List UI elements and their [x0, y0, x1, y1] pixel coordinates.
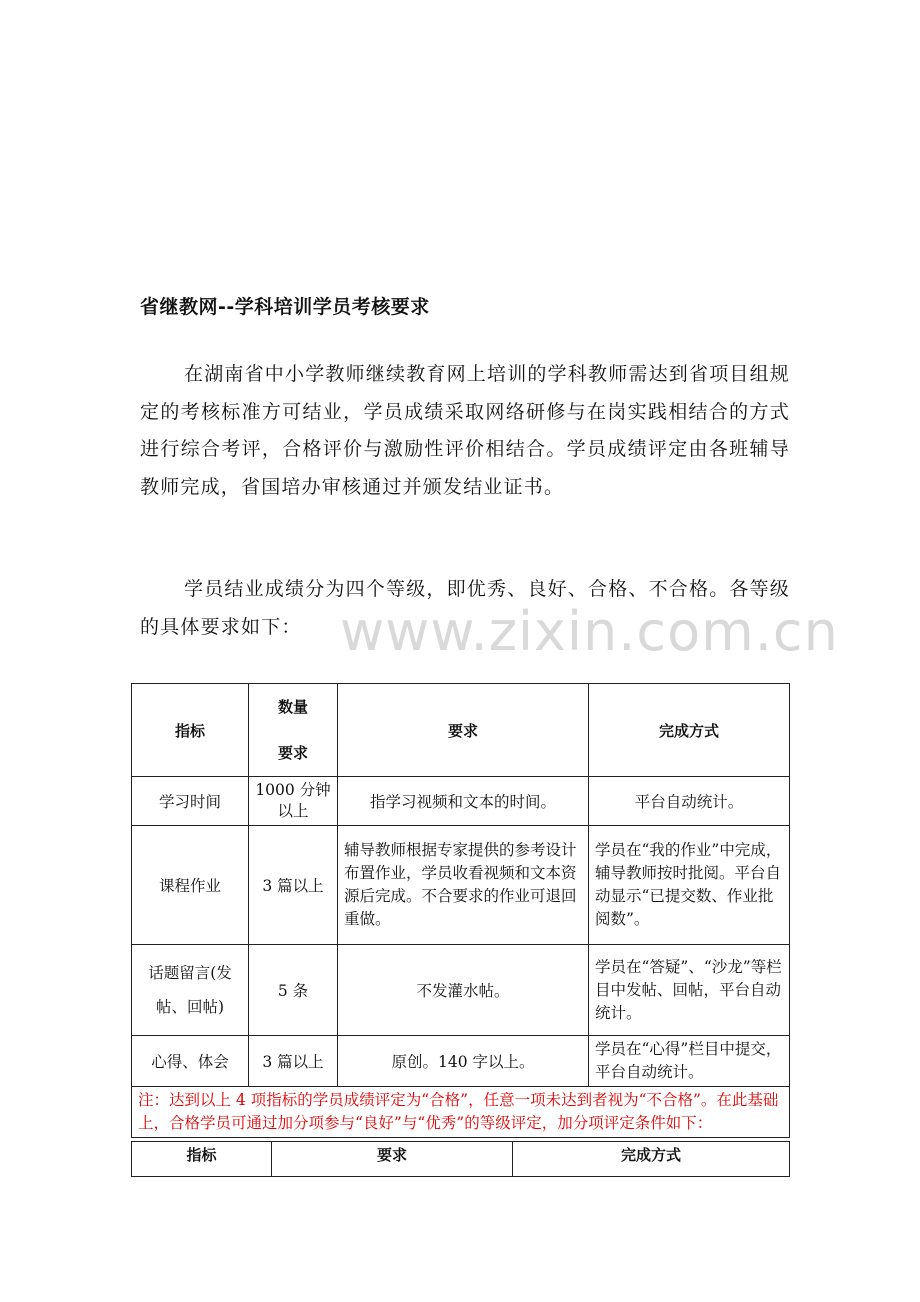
cell-requirement: 不发灌水帖。: [338, 945, 589, 1036]
header-quantity: [249, 684, 338, 777]
cell-indicator: 话题留言(发帖、回帖): [132, 945, 249, 1036]
note-row: [132, 1087, 790, 1138]
table-row: [132, 826, 790, 945]
cell-requirement: 辅导教师根据专家提供的参考设计布置作业，学员收看视频和文本资源后完成。不合要求的作业可退回重做。: [338, 826, 589, 945]
header-method: 完成方式: [513, 1142, 790, 1177]
table-row: [132, 777, 790, 826]
cell-method: 学员在“答疑”、“沙龙”等栏目中发帖、回帖，平台自动统计。: [589, 945, 790, 1036]
cell-quantity: 5 条: [249, 945, 338, 1036]
cell-quantity: 3 篇以上: [249, 1036, 338, 1087]
cell-indicator: 课程作业: [132, 826, 249, 945]
header-method: 完成方式: [589, 684, 790, 777]
cell-method: 学员在“我的作业”中完成，辅导教师按时批阅。平台自动显示“已提交数、作业批阅数”。: [589, 826, 790, 945]
header-quantity-line2: 要求: [277, 744, 308, 762]
header-indicator: 指标: [132, 1142, 272, 1177]
watermark: www.zixin.com.cn: [340, 600, 839, 663]
header-indicator: 指标: [132, 684, 249, 777]
document-title: 省继教网--学科培训学员考核要求: [140, 296, 430, 318]
header-quantity-line1: 数量: [277, 698, 308, 716]
cell-indicator: 心得、体会: [132, 1036, 249, 1087]
table-header-row: [132, 684, 790, 777]
intro-paragraph: 在湖南省中小学教师继续教育网上培训的学科教师需达到省项目组规定的考核标准方可结业，学员成绩采取网络研修与在岗实践相结合的方式进行综合考评，合格评价与激励性评价相结合。学员成绩评定由各班辅导教师完成，省国培办审核通过并颁发结业证书。: [140, 363, 791, 498]
grade-levels-paragraph: 学员结业成绩分为四个等级，即优秀、良好、合格、不合格。各等级的具体要求如下：: [140, 578, 791, 638]
table-row: [132, 945, 790, 1036]
cell-method: 学员在“心得”栏目中提交，平台自动统计。: [589, 1036, 790, 1087]
note-text: 注：达到以上 4 项指标的学员成绩评定为“合格”，任意一项未达到者视为“不合格”。在此基础上，合格学员可通过加分项参与“良好”与“优秀”的等级评定，加分项评定条件如下：: [132, 1087, 790, 1138]
header-requirement: 要求: [338, 684, 589, 777]
header-requirement: 要求: [272, 1142, 513, 1177]
cell-requirement: 指学习视频和文本的时间。: [338, 777, 589, 826]
table-header-row: [132, 1142, 790, 1177]
table-row: [132, 1036, 790, 1087]
cell-quantity: 3 篇以上: [249, 826, 338, 945]
cell-method: 平台自动统计。: [589, 777, 790, 826]
cell-indicator: 学习时间: [132, 777, 249, 826]
assessment-table: [131, 683, 790, 1138]
cell-quantity: 1000 分钟以上: [249, 777, 338, 826]
bonus-table-header: [131, 1141, 790, 1177]
cell-requirement: 原创。140 字以上。: [338, 1036, 589, 1087]
